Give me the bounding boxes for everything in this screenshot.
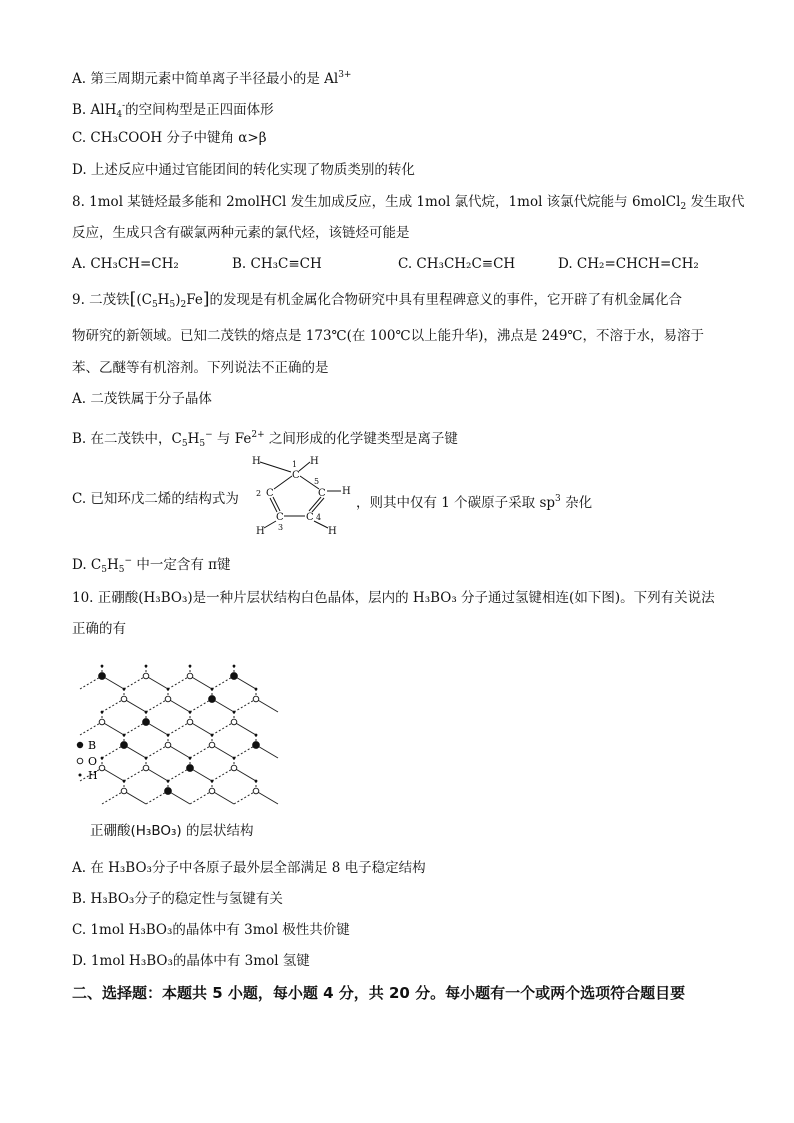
oxygen-atom bbox=[231, 765, 237, 771]
lattice-bond bbox=[102, 791, 124, 804]
lattice-bond bbox=[168, 676, 190, 689]
lattice-bond bbox=[190, 791, 212, 804]
q10-option-a: A. 在 H₃BO₃分子中各原子最外层全部满足 8 电子稳定结构 bbox=[72, 860, 426, 876]
hydrogen-atom bbox=[101, 711, 104, 714]
boron-atom bbox=[209, 696, 216, 703]
lattice-bond bbox=[168, 722, 190, 735]
lattice-bond bbox=[234, 722, 256, 735]
ring-c2: C bbox=[266, 488, 274, 499]
boron-atom bbox=[187, 765, 194, 772]
legend-oxygen-label: O bbox=[88, 755, 98, 768]
hydrogen-atom bbox=[211, 780, 214, 783]
q7-option-a: A. 第三周期元素中简单离子半径最小的是 $Al^{3+}$ bbox=[72, 70, 352, 87]
hydrogen-atom bbox=[211, 734, 214, 737]
q9-stem-line2: 物研究的新领域。已知二茂铁的熔点是 173℃(在 100℃以上能升华)，沸点是 249℃，不溶于水，易溶于 bbox=[72, 328, 705, 344]
q10-stem-line1: 10. 正硼酸(H₃BO₃)是一种片层状结构白色晶体，层内的 H₃BO₃ 分子通过氢键相连(如下图)。下列有关说法 bbox=[72, 590, 715, 606]
q10-stem-line2: 正确的有 bbox=[72, 621, 126, 637]
boron-atom bbox=[143, 719, 150, 726]
lattice-bond bbox=[124, 768, 146, 781]
oxygen-atom bbox=[231, 719, 237, 725]
ring-num-5: 5 bbox=[314, 477, 320, 486]
hydrogen-atom bbox=[189, 711, 192, 714]
hydrogen-atom bbox=[233, 757, 236, 760]
lattice-bond bbox=[212, 768, 234, 781]
q10-option-b: B. H₃BO₃分子的稳定性与氢键有关 bbox=[72, 891, 283, 907]
lattice-bond bbox=[102, 768, 124, 781]
q8-option-d: D. CH₂=CHCH=CH₂ bbox=[558, 256, 699, 272]
legend-oxygen-marker bbox=[77, 758, 83, 764]
legend-hydrogen-label: H bbox=[88, 769, 98, 782]
oxygen-atom bbox=[253, 696, 259, 702]
legend-boron-marker bbox=[77, 742, 83, 748]
ring-num-2: 2 bbox=[256, 489, 262, 498]
lattice-bond bbox=[124, 699, 146, 712]
boron-atom bbox=[231, 673, 238, 680]
oxygen-atom bbox=[187, 673, 193, 679]
ring-num-4: 4 bbox=[316, 513, 322, 522]
oxygen-atom bbox=[209, 788, 215, 794]
q7-option-b: B. AlH$_4$-的空间构型是正四面体形 bbox=[72, 101, 274, 120]
ring-c5: C bbox=[318, 488, 326, 499]
oxygen-atom bbox=[99, 719, 105, 725]
hydrogen-atom bbox=[123, 688, 126, 691]
ring-h-right: H bbox=[342, 486, 351, 497]
hydrogen-atom bbox=[255, 734, 258, 737]
lattice-bond bbox=[190, 722, 212, 735]
hydrogen-atom bbox=[145, 665, 148, 668]
q9-stem-line3: 苯、乙醚等有机溶剂。下列说法不正确的是 bbox=[72, 360, 329, 376]
ring-c1: C bbox=[292, 470, 300, 481]
lattice-bond bbox=[146, 745, 168, 758]
lattice-bond bbox=[124, 791, 146, 804]
lattice-bond bbox=[234, 699, 256, 712]
hydrogen-atom bbox=[101, 757, 104, 760]
q8-option-c: C. CH₃CH₂C≡CH bbox=[398, 256, 516, 272]
lattice-bond bbox=[168, 699, 190, 712]
oxygen-atom bbox=[165, 742, 171, 748]
lattice-bond bbox=[212, 722, 234, 735]
q9-option-a: A. 二茂铁属于分子晶体 bbox=[72, 391, 212, 407]
q9-stem-line1: 9. 二茂铁$[(C_5H_5)_2Fe]$的发现是有机金属化合物研究中具有里程碑意义的事件，它开辟了有机金属化合 bbox=[72, 289, 682, 310]
hydrogen-atom bbox=[167, 688, 170, 691]
q9-option-d: D. $C_5H_5^-$ 中一定含有 π键 bbox=[72, 556, 231, 575]
ring-num-1: 1 bbox=[292, 460, 298, 469]
q8-option-b: B. CH₃C≡CH bbox=[232, 256, 322, 272]
q10-option-c: C. 1mol H₃BO₃的晶体中有 3mol 极性共价键 bbox=[72, 922, 350, 938]
section2-heading: 二、选择题：本题共 5 小题，每小题 4 分，共 20 分。每小题有一个或两个选项符合题目要 bbox=[72, 984, 686, 1002]
hydrogen-atom bbox=[167, 734, 170, 737]
hydrogen-atom bbox=[189, 665, 192, 668]
hydrogen-atom bbox=[255, 688, 258, 691]
lattice-bond bbox=[102, 722, 124, 735]
hydrogen-atom bbox=[123, 780, 126, 783]
boric-acid-caption: 正硼酸(H₃BO₃) 的层状结构 bbox=[90, 823, 254, 839]
boron-atom bbox=[165, 788, 172, 795]
hydrogen-atom bbox=[123, 734, 126, 737]
lattice-bond bbox=[256, 699, 278, 712]
hydrogen-atom bbox=[167, 780, 170, 783]
oxygen-atom bbox=[121, 696, 127, 702]
hydrogen-atom bbox=[233, 665, 236, 668]
oxygen-atom bbox=[187, 719, 193, 725]
ring-h-top-left: H bbox=[252, 456, 261, 467]
boron-atom bbox=[121, 742, 128, 749]
lattice-bond bbox=[234, 768, 256, 781]
hydrogen-atom bbox=[211, 688, 214, 691]
hydrogen-atom bbox=[233, 711, 236, 714]
lattice-bond bbox=[124, 676, 146, 689]
q8-option-a: A. CH₃CH=CH₂ bbox=[72, 256, 179, 272]
ring-h-bottom-left: H bbox=[256, 526, 265, 537]
q9-option-b: B. 在二茂铁中，$C_5H_5^-$ 与 $Fe^{2+}$ 之间形成的化学键类型是离子键 bbox=[72, 430, 458, 449]
ring-c3: C bbox=[276, 512, 284, 523]
oxygen-atom bbox=[209, 742, 215, 748]
ring-num-3: 3 bbox=[278, 523, 284, 532]
ring-c4: C bbox=[306, 512, 314, 523]
lattice-bond bbox=[146, 699, 168, 712]
oxygen-atom bbox=[143, 765, 149, 771]
q10-option-d: D. 1mol H₃BO₃的晶体中有 3mol 氢键 bbox=[72, 953, 310, 969]
oxygen-atom bbox=[165, 696, 171, 702]
lattice-bond bbox=[190, 745, 212, 758]
lattice-bond bbox=[190, 676, 212, 689]
lattice-bond bbox=[212, 791, 234, 804]
q7-option-a-text: A. 第三周期元素中简单离子半径最小的是 Al bbox=[72, 71, 339, 87]
lattice-bond bbox=[146, 768, 168, 781]
lattice-bond bbox=[212, 745, 234, 758]
oxygen-atom bbox=[143, 673, 149, 679]
cyclopentadiene-structure bbox=[248, 454, 354, 538]
ring-h-top-right: H bbox=[310, 456, 319, 467]
boron-atom bbox=[99, 673, 106, 680]
legend-hydrogen-marker bbox=[79, 774, 82, 777]
formula-bracket: [ bbox=[129, 289, 137, 309]
q7-option-c: C. CH₃COOH 分子中键角 α>β bbox=[72, 130, 267, 146]
hydrogen-atom bbox=[189, 757, 192, 760]
ring-h-bottom-right: H bbox=[328, 526, 337, 537]
boric-acid-layer-structure bbox=[74, 654, 284, 820]
hydrogen-atom bbox=[145, 757, 148, 760]
hydrogen-atom bbox=[145, 711, 148, 714]
oxygen-atom bbox=[99, 765, 105, 771]
lattice-bond bbox=[168, 745, 190, 758]
lattice-bond bbox=[80, 722, 102, 735]
lattice-bond bbox=[256, 791, 278, 804]
hydrogen-atom bbox=[255, 780, 258, 783]
q7-option-d: D. 上述反应中通过官能团间的转化实现了物质类别的转化 bbox=[72, 162, 415, 178]
lattice-bond bbox=[234, 791, 256, 804]
lattice-bond bbox=[146, 676, 168, 689]
legend-boron-label: B bbox=[88, 739, 97, 752]
oxygen-atom bbox=[121, 788, 127, 794]
q9-option-c-rest: ，则其中仅有 1 个碳原子采取 $sp^3$ 杂化 bbox=[356, 494, 593, 511]
q9-option-c-label: C. 已知环戊二烯的结构式为 bbox=[72, 491, 239, 507]
oxygen-atom bbox=[253, 788, 259, 794]
boron-atom bbox=[253, 742, 260, 749]
hydrogen-atom bbox=[101, 665, 104, 668]
q8-stem-line1: 8. 1mol 某链烃最多能和 2molHCl 发生加成反应，生成 1mol 氯代烷，1mol 该氯代烷能与 6molCl$_2$ 发生取代 bbox=[72, 194, 745, 212]
q8-stem-line2: 反应，生成只含有碳氯两种元素的氯代烃，该链烃可能是 bbox=[72, 225, 410, 241]
lattice-bond bbox=[102, 699, 124, 712]
